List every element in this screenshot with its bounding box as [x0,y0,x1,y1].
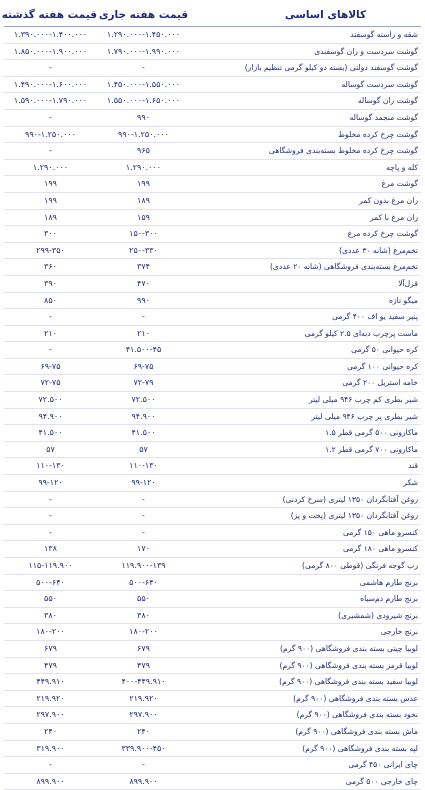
current-week-price: ۴۷۰ [97,275,190,292]
current-week-price: ۵۰۰-۶۴۰ [97,574,190,591]
commodity-name: گوشت مرغ [190,176,421,193]
previous-week-price: ۱.۸۵۰.۰۰۰-۱.۹۰۰.۰۰۰ [4,43,97,60]
table-row [4,292,421,309]
table-row [4,524,421,541]
table-row [4,491,421,508]
current-week-price: ۱.۵۵۰.۰۰۰-۱.۶۵۰.۰۰۰ [97,93,190,110]
previous-week-price: ۳۹۰ [4,275,97,292]
previous-week-price: ۱۸۹ [4,209,97,226]
current-week-price: ۴۰۰-۴۴۹.۹۱۰ [97,674,190,691]
previous-week-price: ۸۵۰ [4,292,97,309]
table-row [4,624,421,641]
current-week-price: ۳۸۰ [97,607,190,624]
previous-week-price: - [4,524,97,541]
previous-week-price: - [4,508,97,525]
previous-week-price: ۲۹۷.۹۰۰ [4,707,97,724]
previous-week-price: ۱.۵۹۰.۰۰۰-۱.۷۹۰.۰۰۰ [4,93,97,110]
table-row [4,242,421,259]
current-week-price: ۷۲-۷۹ [97,375,190,392]
commodity-name: کره حیوانی ۵۰ گرمی [190,342,421,359]
commodity-name: برنج طارم دم‌سیاه [190,591,421,608]
table-row [4,375,421,392]
current-week-price: ۱.۴۵۰.۰۰۰-۱.۵۵۰.۰۰۰ [97,76,190,93]
previous-week-price: ۹۴.۹۰۰ [4,408,97,425]
table-row [4,325,421,342]
current-week-price: ۱۵۰-۳۰۰ [97,226,190,243]
table-row [4,358,421,375]
previous-week-price: ۵۷ [4,441,97,458]
commodity-name: کنسرو ماهی ۱۸۰ گرمی [190,541,421,558]
commodity-name: کله و پاچه [190,159,421,176]
previous-week-price: ۲۱۰ [4,325,97,342]
current-week-price: ۲۹۷.۹۰۰ [97,707,190,724]
table-row [4,342,421,359]
current-week-price: ۴۱.۵۰۰ [97,425,190,442]
table-row [4,192,421,209]
current-week-price: ۹۴.۹۰۰ [97,408,190,425]
current-week-price: ۹۶۵ [97,143,190,160]
table-row [4,259,421,276]
table-row [4,76,421,93]
table-row [4,408,421,425]
previous-week-price: - [4,143,97,160]
table-body [4,27,421,790]
current-week-price: ۱۷۰ [97,541,190,558]
table-row [4,109,421,126]
previous-week-price: ۲۱۹.۹۲۰ [4,690,97,707]
table-row [4,723,421,740]
previous-week-price: ۱.۲۹۰.۰۰۰ [4,159,97,176]
commodity-name: گوشت سردست و ران گوسفندی [190,43,421,60]
price-table [1,4,421,790]
current-week-price: ۹۹۰ [97,109,190,126]
current-week-price: ۱.۲۹۰.۰۰۰ [97,159,190,176]
commodity-name: روغن آفتابگردان ۱۳۵۰ لیتری (سرخ کردنی) [190,491,421,508]
commodity-name: لوبیا سفید بسته بندی فروشگاهی (۹۰۰ گرم) [190,674,421,691]
previous-week-price: - [4,109,97,126]
current-week-price: ۱.۲۹۰.۰۰۰-۱.۴۵۰.۰۰۰ [97,27,190,44]
commodity-name: کره حیوانی ۱۰۰ گرمی [190,358,421,375]
previous-week-price: ۵۵۰ [4,591,97,608]
commodity-name: گوشت ران گوساله [190,93,421,110]
table-header [1,4,421,27]
current-week-price: - [97,524,190,541]
commodity-name: کنسرو ماهی ۱۵۰ گرمی [190,524,421,541]
table-row [4,275,421,292]
previous-week-price: ۲۹۹-۳۵۰ [4,242,97,259]
previous-week-price: ۱۱۵-۱۱۹.۹۰۰ [4,558,97,575]
commodity-name: قزل‌آلا [190,275,421,292]
current-week-price: ۲۴۰ [97,723,190,740]
commodity-name: برنج شیرودی (شمشیری) [190,607,421,624]
commodity-name: لپه بسته بندی فروشگاهی (۹۰۰ گرم) [190,740,421,757]
table-row [4,674,421,691]
current-week-price: ۱۸۰-۲۰۰ [97,624,190,641]
current-week-price: - [97,508,190,525]
commodity-name: ماست پرچرب دبه‌ای ۲.۵ کیلو گرمی [190,325,421,342]
previous-week-price: - [4,309,97,326]
commodity-name: ماش بسته بندی فروشگاهی (۹۰۰ گرم) [190,723,421,740]
table-row [4,707,421,724]
table-row [4,558,421,575]
table-row [4,607,421,624]
previous-week-price: ۳۸۰ [4,607,97,624]
table-row [4,392,421,409]
current-week-price: ۱۵۹ [97,209,190,226]
current-week-price: - [97,757,190,774]
previous-week-price: ۹۹-۱۲۰ [4,475,97,492]
current-week-price: ۱۸۹ [97,192,190,209]
previous-week-price: ۶۷۹ [4,640,97,657]
commodity-name: ران مرغ بدون کمر [190,192,421,209]
current-week-price: ۳۳۹.۹۰۰-۴۵۰ [97,740,190,757]
commodity-name: ماکارونی ۷۰۰ گرمی قطر ۱.۲ [190,441,421,458]
commodity-name: تخم‌مرغ (شانه ۳۰ عددی) [190,242,421,259]
commodity-name: شقه و راسته گوسفند [190,27,421,44]
previous-week-price: ۴۱.۵۰۰ [4,425,97,442]
current-week-price: - [97,309,190,326]
previous-week-price: - [4,757,97,774]
commodity-name: چای خارجی ۵۰۰ گرمی [190,773,421,790]
commodity-name: گوشت منجمد گوساله [190,109,421,126]
commodity-name: ماکارونی ۵۰۰ گرمی قطر ۱.۵ [190,425,421,442]
previous-week-price: - [4,60,97,77]
previous-week-price: ۱۸۰-۲۰۰ [4,624,97,641]
current-week-price: - [97,491,190,508]
previous-week-price: ۱.۳۹۰.۰۰۰-۱.۴۰۰.۰۰۰ [4,27,97,44]
previous-week-price: ۳۰۰ [4,226,97,243]
table-row [4,441,421,458]
current-week-price: ۲۱۰ [97,325,190,342]
table-row [4,43,421,60]
previous-week-price: ۶۹-۷۵ [4,358,97,375]
table-row [4,159,421,176]
previous-week-price: ۹۹۰-۱.۲۵۰.۰۰۰ [4,126,97,143]
commodity-name: گوشت گوسفند دولتی (بسته دو کیلو گرمی تنظیم بازار) [190,60,421,77]
current-week-price: ۱۱۰-۱۳۰ [97,458,190,475]
commodity-name: روغن آفتابگردان ۱۳۵۰ لیتری (پخت و پز) [190,508,421,525]
table-row [4,458,421,475]
current-week-price: ۹۹۰ [97,292,190,309]
previous-week-price: ۸۹۹.۹۰۰ [4,773,97,790]
previous-week-price: ۱۹۹ [4,176,97,193]
table-row [4,574,421,591]
previous-week-price: ۳۱۹.۹۰۰ [4,740,97,757]
previous-week-price: ۷۲-۷۵ [4,375,97,392]
previous-week-price: ۴۴۹.۹۱۰ [4,674,97,691]
commodity-name: برنج خارجی [190,624,421,641]
commodity-name: خامه استریل ۲۰۰ گرمی [190,375,421,392]
commodity-name: شیر بطری کم چرب ۹۴۶ میلی لیتر [190,392,421,409]
current-week-price: ۴۷۹ [97,657,190,674]
table-row [4,176,421,193]
previous-week-price: ۱۱۰-۱۳۰ [4,458,97,475]
commodity-name: عدس بسته بندی فروشگاهی (۹۰۰ گرم) [190,690,421,707]
commodity-name: لوبیا قرمز بسته بندی فروشگاهی (۹۰۰ گرم) [190,657,421,674]
header-current-week: قیمت هفته جاری [97,4,190,27]
commodity-name: گوشت سردست گوساله [190,76,421,93]
table-row [4,126,421,143]
commodity-name: گوشت چرخ کرده مخلوط [190,126,421,143]
table-row [4,93,421,110]
table-row [4,591,421,608]
current-week-price: ۹۹۰-۱.۲۵۰.۰۰۰ [97,126,190,143]
previous-week-price: ۲۴۰ [4,723,97,740]
commodity-name: پنیر سفید یو اف ۴۰۰ گرمی [190,309,421,326]
table-row [4,425,421,442]
current-week-price: ۱۱۹.۹۰۰-۱۳۹ [97,558,190,575]
previous-week-price: - [4,342,97,359]
previous-week-price: ۱۹۹ [4,192,97,209]
table-row [4,740,421,757]
commodity-name: لوبیا چیتی بسته بندی فروشگاهی (۹۰۰ گرم) [190,640,421,657]
commodity-name: ران مرغ با کمر [190,209,421,226]
current-week-price: ۲۵۰-۳۳۰ [97,242,190,259]
table-row [4,773,421,790]
table-row [4,757,421,774]
header-row [4,4,421,27]
table-row [4,541,421,558]
current-week-price: ۵۵۰ [97,591,190,608]
previous-week-price: - [4,491,97,508]
commodity-name: میگو تازه [190,292,421,309]
current-week-price: ۷۲.۵۰۰ [97,392,190,409]
table-row [4,640,421,657]
commodity-name: چای ایرانی ۴۵۰ گرمی [190,757,421,774]
commodity-name: قند [190,458,421,475]
table-row [4,690,421,707]
table-row [4,60,421,77]
previous-week-price: ۷۲.۵۰۰ [4,392,97,409]
table-row [4,143,421,160]
table-row [4,226,421,243]
commodity-name: برنج طارم هاشمی [190,574,421,591]
table-row [4,209,421,226]
commodity-name: گوشت چرخ کرده مرغ [190,226,421,243]
current-week-price: ۵۷ [97,441,190,458]
commodity-name: شیر بطری پر چرب ۹۴۶ میلی لیتر [190,408,421,425]
commodity-name: نخود بسته بندی فروشگاهی (۹۰۰ گرم) [190,707,421,724]
previous-week-price: ۱.۴۹۰.۰۰۰-۱.۶۰۰.۰۰۰ [4,76,97,93]
current-week-price: ۳۷۴ [97,259,190,276]
previous-week-price: ۵۰۰-۶۴۰ [4,574,97,591]
current-week-price: - [97,60,190,77]
commodity-name: شکر [190,475,421,492]
current-week-price: ۶۹-۷۵ [97,358,190,375]
table-row [4,27,421,44]
table-row [4,309,421,326]
current-week-price: ۱۹۹ [97,176,190,193]
commodity-name: تخم‌مرغ بسته‌بندی فروشگاهی (شانه ۲۰ عددی) [190,259,421,276]
previous-week-price: ۴۷۹ [4,657,97,674]
table-row [4,508,421,525]
current-week-price: ۸۹۹.۹۰۰ [97,773,190,790]
current-week-price: ۲۱۹.۹۲۰ [97,690,190,707]
commodity-name: گوشت چرخ کرده مخلوط بسته‌بندی فروشگاهی [190,143,421,160]
table-row [4,657,421,674]
current-week-price: ۶۷۹ [97,640,190,657]
previous-week-price: ۱۳۸ [4,541,97,558]
current-week-price: ۹۹-۱۲۰ [97,475,190,492]
previous-week-price: ۳۶۰ [4,259,97,276]
header-previous-week: قیمت هفته گذشته [4,4,97,27]
current-week-price: ۴۱.۵۰۰-۴۵ [97,342,190,359]
current-week-price: ۱.۷۹۰.۰۰۰-۱.۹۹۰.۰۰۰ [97,43,190,60]
header-commodity: کالاهای اساسی [190,4,421,27]
table-row [4,475,421,492]
commodity-name: رب گوجه فرنگی (قوطی ۸۰۰ گرمی) [190,558,421,575]
